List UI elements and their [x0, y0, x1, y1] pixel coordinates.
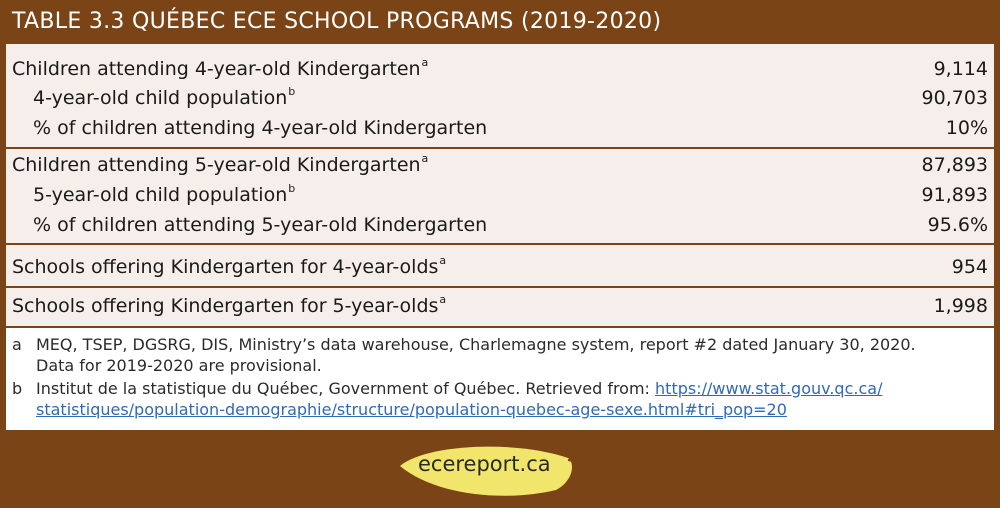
row-label: 4-year-old child population$^b$ [33, 85, 296, 109]
row-value: 95.6% [927, 214, 988, 236]
table-panel [6, 44, 994, 430]
footnote-marker: b [12, 379, 23, 398]
source-link[interactable]: https://www.stat.gouv.qc.ca/ [655, 379, 883, 398]
row-label: Schools offering Kindergarten for 4-year-olds$^a$ [12, 254, 447, 278]
site-url[interactable]: ecereport.ca [418, 452, 551, 476]
footnote-text: Data for 2019-2020 are provisional. [36, 356, 322, 375]
row-label: % of children attending 5-year-old Kindergarten [33, 214, 488, 236]
row-value: 9,114 [933, 58, 988, 80]
row-value: 10% [945, 117, 988, 139]
row-label: Schools offering Kindergarten for 5-year-olds$^a$ [12, 293, 447, 317]
row-label: Children attending 4-year-old Kindergarten$^a$ [12, 56, 429, 80]
row-divider [6, 147, 994, 149]
footnote-ref: a [421, 152, 429, 165]
row-value: 90,703 [921, 87, 988, 109]
source-link[interactable]: statistiques/population-demographie/structure/population-quebec-age-sexe.html#tri_pop=20 [36, 400, 787, 419]
footnote-ref: b [288, 182, 296, 195]
footnote-ref: a [439, 293, 447, 306]
row-value: 87,893 [921, 154, 988, 176]
footnote-ref: a [439, 254, 447, 267]
footnote-ref: a [421, 56, 429, 69]
footnote-ref: b [288, 85, 296, 98]
footnotes [6, 328, 994, 430]
row-value: 91,893 [921, 184, 988, 206]
row-value: 1,998 [933, 295, 988, 317]
row-label: 5-year-old child population$^b$ [33, 182, 296, 206]
row-divider [6, 243, 994, 245]
footnote-text: Institut de la statistique du Québec, Government of Québec. Retrieved from: [36, 379, 650, 398]
row-value: 954 [951, 256, 988, 278]
row-divider [6, 286, 994, 288]
row-label: Children attending 5-year-old Kindergarten$^a$ [12, 152, 429, 176]
footnote-marker: a [12, 335, 22, 354]
row-label: % of children attending 4-year-old Kindergarten [33, 117, 488, 139]
footnote-text: MEQ, TSEP, DGSRG, DIS, Ministry’s data warehouse, Charlemagne system, report #2 dated January 30, 2020. [36, 335, 916, 354]
table-title: TABLE 3.3 QUÉBEC ECE SCHOOL PROGRAMS (2019-2020) [12, 9, 662, 34]
